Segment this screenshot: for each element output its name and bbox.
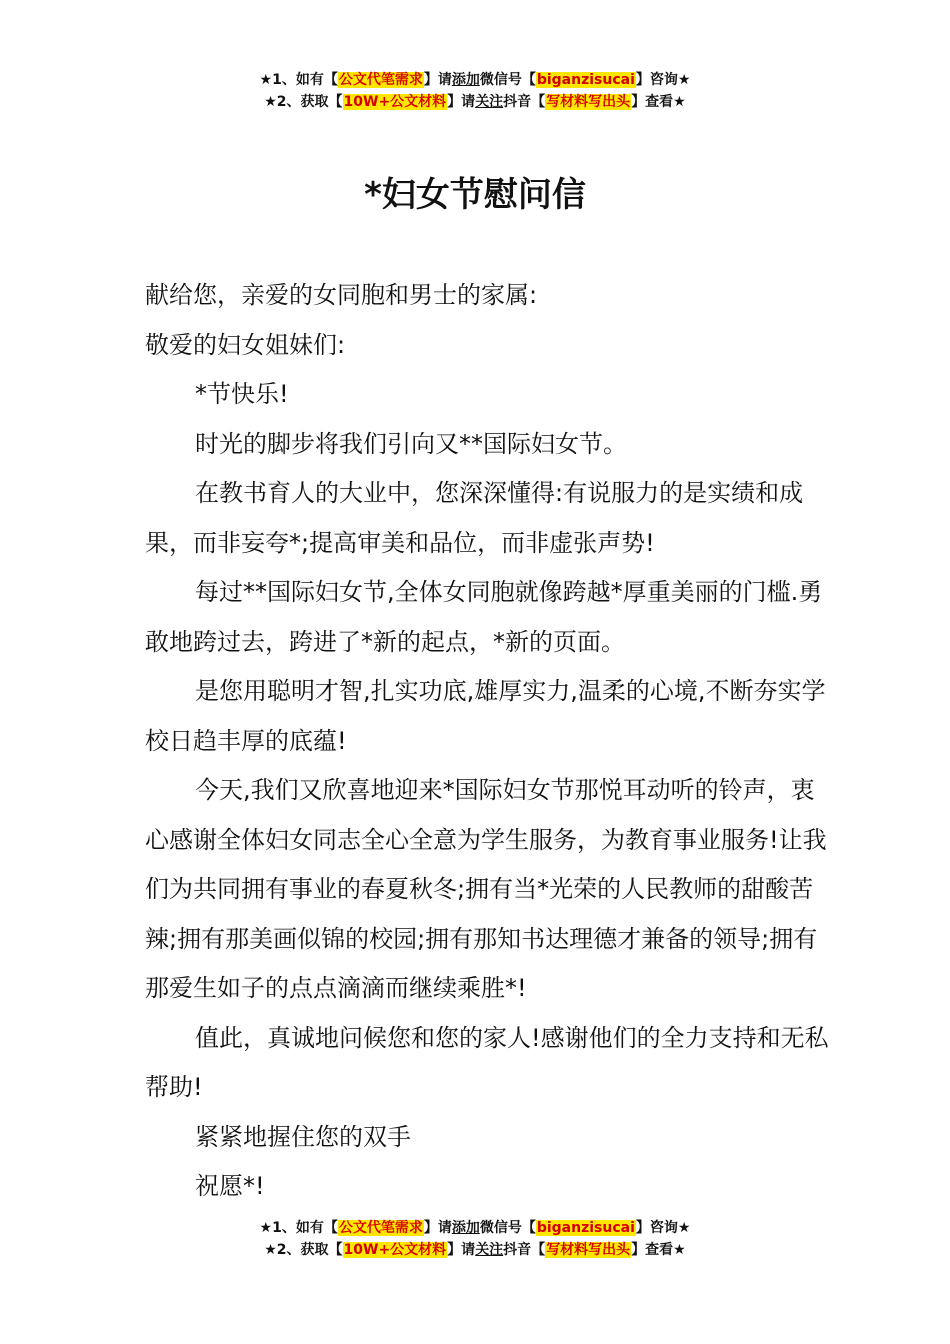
banner-line-1: ★1、如有【公文代笔需求】请添加微信号【biganzisucai】咨询★	[259, 72, 691, 88]
douyin-account: 写材料写出头	[546, 1242, 631, 1258]
document-title: *妇女节慰问信	[364, 175, 586, 215]
banner-line-2: ★2、获取【10W+公文材料】请关注抖音【写材料写出头】查看★	[264, 1242, 686, 1258]
paragraph: 是您用聪明才智,扎实功底,雄厚实力,温柔的心境,不断夯实学校日趋丰厚的底蕴!	[145, 677, 826, 755]
paragraph: 每过**国际妇女节,全体女同胞就像跨越*厚重美丽的门槛.勇敢地跨过去，跨进了*新的起点，*新的页面。	[145, 578, 823, 656]
paragraph: 时光的脚步将我们引向又**国际妇女节。	[195, 429, 627, 458]
paragraph: *节快乐!	[195, 380, 289, 408]
highlight-materials: 10W+公文材料	[343, 94, 447, 110]
banner-line-2: ★2、获取【10W+公文材料】请关注抖音【写材料写出头】查看★	[264, 94, 686, 110]
closing-line: 紧紧地握住您的双手	[195, 1122, 411, 1151]
salutation-1: 献给您，亲爱的女同胞和男士的家属:	[145, 281, 538, 309]
highlight-service: 公文代笔需求	[338, 1220, 423, 1236]
footer-banner	[0, 1217, 950, 1261]
closing-wish: 祝愿*!	[195, 1172, 265, 1200]
highlight-service: 公文代笔需求	[338, 72, 423, 88]
wechat-id: biganzisucai	[536, 1220, 635, 1236]
banner-line-1: ★1、如有【公文代笔需求】请添加微信号【biganzisucai】咨询★	[259, 1220, 691, 1236]
header-banner	[0, 69, 950, 113]
salutation-2: 敬爱的妇女姐妹们:	[145, 330, 346, 359]
document-body	[145, 271, 835, 1212]
paragraph: 值此，真诚地问候您和您的家人!感谢他们的全力支持和无私帮助!	[145, 1023, 829, 1101]
wechat-id: biganzisucai	[536, 72, 635, 88]
highlight-materials: 10W+公文材料	[343, 1242, 447, 1258]
paragraph: 在教书育人的大业中，您深深懂得:有说服力的是实绩和成果，而非妄夸*;提高审美和品位，而非虚张声势!	[145, 479, 804, 557]
paragraph: 今天,我们又欣喜地迎来*国际妇女节那悦耳动听的铃声，衷心感谢全体妇女同志全心全意为学生服务，为教育事业服务!让我们为共同拥有事业的春夏秋冬;拥有当*光荣的人民教师的甜酸苦辣;拥有那美画似锦的校园;拥有那知书达理德才兼备的领导;拥有那爱生如子的点点滴滴而继续乘胜*!	[145, 776, 827, 1002]
douyin-account: 写材料写出头	[546, 94, 631, 110]
